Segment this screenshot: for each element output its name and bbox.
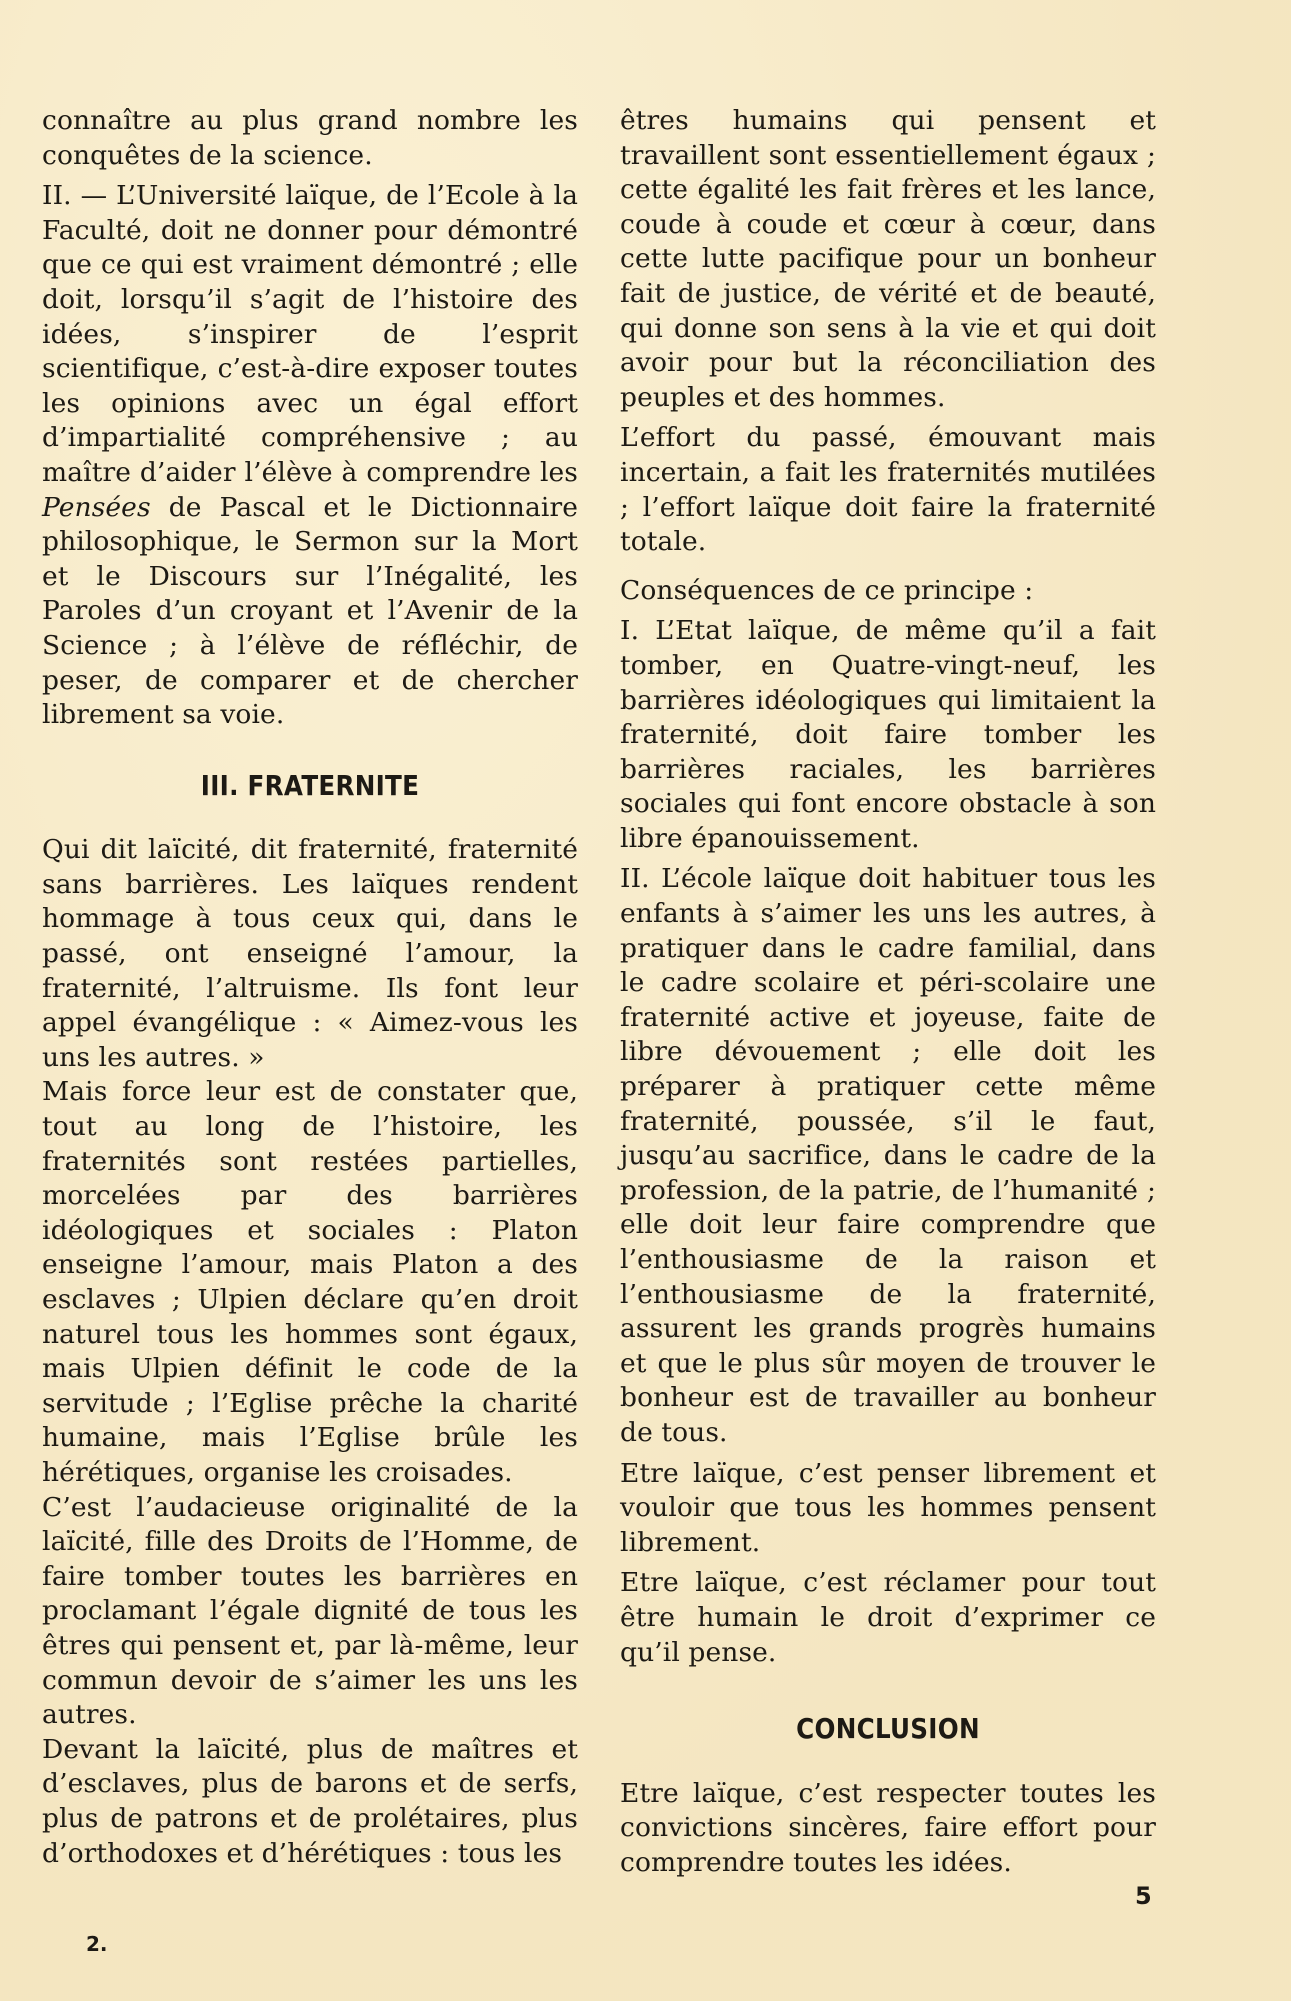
paragraph-consequences: Conséquences de ce principe : [620, 574, 1034, 606]
section-heading-fraternite: III. FRATERNITE [200, 768, 420, 802]
paragraph-conclusion: Etre laïque, c’est respecter toutes les convictions sincères, faire effort pour comprendre toutes les idées. [620, 1777, 1156, 1878]
paragraph-effort-du-passe: L’effort du passé, émouvant mais incertain, a fait les fraternités mutilées ; l’effort laïque doit faire la fraternité totale. [620, 422, 1156, 558]
left-column [42, 104, 578, 1871]
paragraph-conquetes: connaître au plus grand nombre les conquêtes de la science. [42, 105, 578, 171]
paragraph-etres-humains: êtres humains qui pensent et travaillent sont essentiellement égaux ; cette égalité les fait frères et les lance, coude à coude et cœur à cœur, dans cette lutte pacifique pour un bonheur fait de justice, de vérité et de beauté, qui donne son sens à la vie et qui doit avoir pour but la réconciliation des peuples et des hommes. [620, 105, 1156, 413]
paragraph-qui-dit-laicite: Qui dit laïcité, dit fraternité, fraternité sans barrières. Les laïques rendent hommage à tous ceux qui, dans le passé, ont enseigné l’amour, la fraternité, l’altruisme. Ils font leur appel évangélique : « Aimez-vous les uns les autres. » [42, 834, 578, 1073]
page-number: 5 [1135, 1882, 1152, 1910]
paragraph-ecole-laique: II. L’école laïque doit habituer tous les enfants à s’aimer les uns les autres, à pratiquer dans le cadre familial, dans le cadre scolaire et péri-scolaire une fraternité active et joyeuse, faite de libre dévouement ; elle doit les préparer à pratiquer cette même fraternité, poussée, s’il le faut, jusqu’au sacrifice, dans le cadre de la profession, de la patrie, de l’humanité ; elle doit leur faire comprendre que l’enthousiasme de la raison et l’enthousiasme de la fraternité, assurent les grands progrès humains et que le plus sûr moyen de trouver le bonheur est de travailler au bonheur de tous. [620, 863, 1156, 1448]
right-column [620, 104, 1156, 1881]
paragraph-mais-force: Mais force leur est de constater que, tout au long de l’histoire, les fraternités sont restées partielles, morcelées par des barrières idéologiques et sociales : Platon enseigne l’amour, mais Platon a des esclaves ; Ulpien déclare qu’en droit naturel tous les hommes sont égaux, mais Ulpien définit le code de la servitude ; l’Eglise prêche la charité humaine, mais l’Eglise brûle les hérétiques, organise les croisades. [42, 1076, 578, 1488]
paragraph-reclamer: Etre laïque, c’est réclamer pour tout être humain le droit d’exprimer ce qu’il pense. [620, 1567, 1156, 1668]
paragraph-devant-la-laicite: Devant la laïcité, plus de maîtres et d’esclaves, plus de barons et de serfs, plus de patrons et de prolétaires, plus d’orthodoxes et d’hérétiques : tous les [42, 1733, 578, 1869]
paragraph-audacieuse-originalite: C’est l’audacieuse originalité de la laïcité, fille des Droits de l’Homme, de faire tomber toutes les barrières en proclamant l’égale dignité de tous les êtres qui pensent et, par là-même, leur commun devoir de s’aimer les uns les autres. [42, 1491, 578, 1731]
paragraph-penser-librement: Etre laïque, c’est penser librement et vouloir que tous les hommes pensent librement. [620, 1457, 1156, 1558]
italic-title-pensees: Pensées [42, 491, 151, 523]
signature-mark: 2. [86, 1932, 108, 1956]
paragraph-universite-laique: II. — L’Université laïque, de l’Ecole à la Faculté, doit ne donner pour démontré que ce qui est vraiment démontré ; elle doit, lorsqu’il s’agit de l’histoire des idées, s’inspirer de l’esprit scientifique, c’est-à-dire exposer toutes les opinions avec un égal effort d’impartialité compréhensive ; au maître d’aider l’élève à comprendre les Pensées de Pascal et le Dictionnaire philosophique, le Sermon sur la Mort et le Discours sur l’Inégalité, les Paroles d’un croyant et l’Avenir de la Science ; à l’élève de réfléchir, de peser, de comparer et de chercher librement sa voie. [42, 180, 578, 731]
section-heading-conclusion: CONCLUSION [796, 1712, 980, 1746]
paragraph-etat-laique: I. L’Etat laïque, de même qu’il a fait tomber, en Quatre-vingt-neuf, les barrières idéologiques qui limitaient la fraternité, doit faire tomber les barrières raciales, les barrières sociales qui font encore obstacle à son libre épanouissement. [620, 615, 1156, 854]
